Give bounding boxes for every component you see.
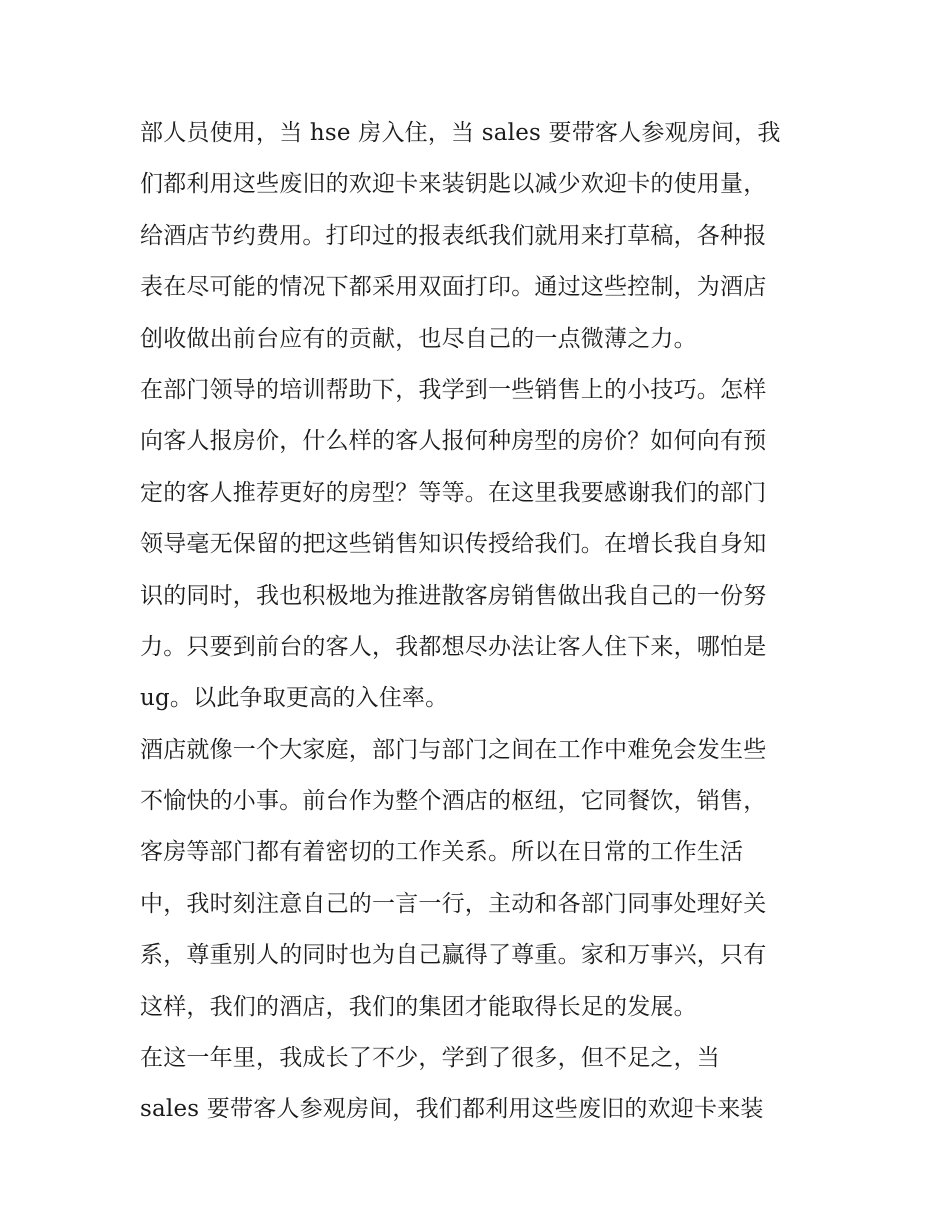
text-line: 识的同时，我也积极地为推进散客房销售做出我自己的一份努 [140, 582, 767, 609]
text-line: 在部门领导的培训帮助下，我学到一些销售上的小技巧。怎样 [140, 376, 767, 403]
text-line: 向客人报房价，什么样的客人报何种房型的房价？如何向有预 [140, 428, 767, 455]
text-line: 部人员使用，当 hse 房入住，当 sales 要带客人参观房间，我 [140, 120, 781, 146]
body-text [140, 108, 840, 1136]
text-line: 给酒店节约费用。打印过的报表纸我们就用来打草稿，各种报 [140, 222, 767, 249]
text-line: 系，尊重别人的同时也为自己赢得了尊重。家和万事兴，只有 [140, 942, 767, 969]
text-line: 客房等部门都有着密切的工作关系。所以在日常的工作生活 [140, 839, 744, 866]
text-line: 在这一年里，我成长了不少，学到了很多，但不足之，当 [140, 1045, 720, 1072]
text-line: 中，我时刻注意自己的一言一行，主动和各部门同事处理好关 [140, 890, 767, 917]
text-line: 酒店就像一个大家庭，部门与部门之间在工作中难免会发生些 [140, 736, 767, 763]
text-line: 定的客人推荐更好的房型？等等。在这里我要感谢我们的部门 [140, 479, 767, 506]
text-line: sales 要带客人参观房间，我们都利用这些废旧的欢迎卡来装 [140, 1096, 764, 1123]
text-line: 力。只要到前台的客人，我都想尽办法让客人住下来，哪怕是 [140, 633, 767, 660]
text-line: ug。以此争取更高的入住率。 [140, 685, 449, 712]
text-line: 领导毫无保留的把这些销售知识传授给我们。在增长我自身知 [140, 531, 767, 558]
text-line: 创收做出前台应有的贡献，也尽自己的一点微薄之力。 [140, 325, 697, 352]
text-line: 这样，我们的酒店，我们的集团才能取得长足的发展。 [140, 993, 697, 1020]
text-line: 不愉快的小事。前台作为整个酒店的枢纽，它同餐饮，销售， [140, 788, 767, 815]
text-line: 表在尽可能的情况下都采用双面打印。通过这些控制，为酒店 [140, 274, 767, 301]
text-line: 们都利用这些废旧的欢迎卡来装钥匙以减少欢迎卡的使用量， [140, 171, 767, 198]
